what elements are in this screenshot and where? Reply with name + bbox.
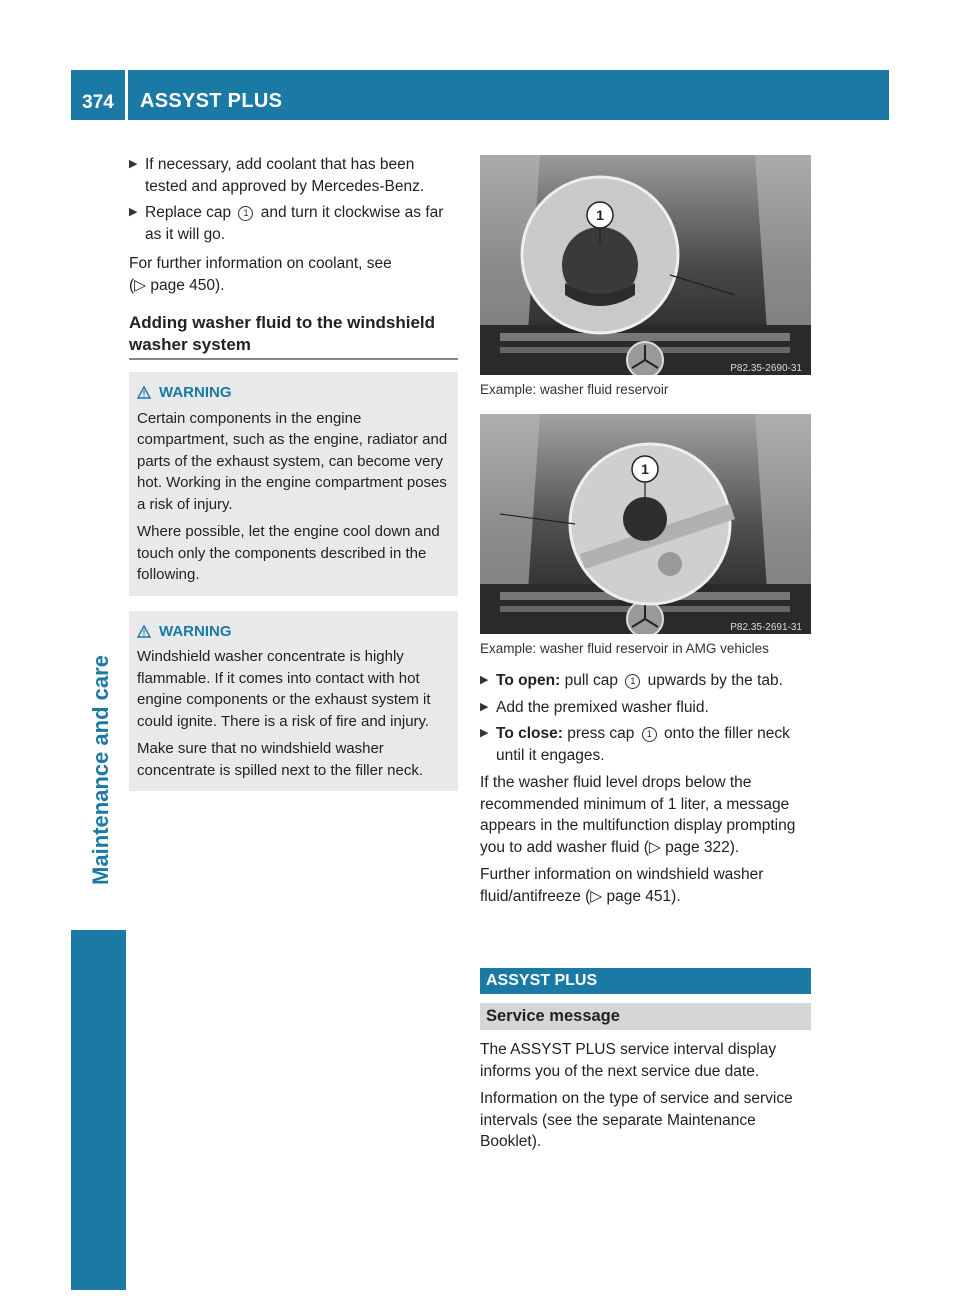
figure-caption: Example: washer fluid reservoir	[480, 382, 669, 397]
body-paragraph: The ASSYST PLUS service interval display informs you of the next service due date.	[480, 1041, 777, 1080]
instruction-step	[129, 202, 458, 245]
left-column	[129, 154, 458, 791]
section-subheading: Service message	[480, 1003, 811, 1030]
warning-text: Windshield washer concentrate is highly flammable. If it comes into contact with hot engine components or the exhaust system it could ignite. There is a risk of fire and injury.	[137, 648, 431, 730]
engine-bay-photo-amg	[480, 414, 811, 634]
photo-code: P82.35-2690-31	[730, 363, 802, 374]
warning-text: Make sure that no windshield washer concentrate is spilled next to the filler neck.	[137, 740, 423, 779]
instruction-step	[129, 154, 458, 197]
step-text: onto the filler neck until it engages.	[496, 725, 790, 764]
step-label: To close:	[496, 725, 563, 742]
level-note: If the washer fluid level drops below the recommended minimum of 1 liter, a message appears in the multifunction display prompting you to add washer fluid (▷ page 322).	[480, 774, 796, 856]
warning-text: Certain components in the engine compartment, such as the engine, radiator and parts of the exhaust system, can become very hot. Working in the engine compartment poses a risk of injury.	[137, 409, 448, 513]
engine-bay-photo	[480, 155, 811, 375]
step-text: Add the premixed washer fluid.	[496, 698, 709, 716]
step-text: If necessary, add coolant that has been tested and approved by Mercedes-Benz.	[145, 156, 425, 195]
step-text: press cap	[567, 725, 635, 742]
warning-box	[129, 611, 458, 792]
arrow-right-icon: ▶	[480, 700, 489, 713]
washer-reservoir-amg-illustration	[480, 414, 811, 634]
warning-header	[137, 382, 450, 404]
instruction-step	[480, 723, 811, 766]
section-heading: Adding washer fluid to the windshield washer system	[129, 312, 458, 360]
header-divider	[125, 70, 128, 120]
page-reference-link[interactable]: (▷ page 450).	[129, 276, 225, 294]
warning-box	[129, 372, 458, 596]
coolant-info-line1: For further information on coolant, see	[129, 255, 392, 272]
side-tab-label	[86, 640, 116, 900]
photo-callout: 1	[596, 207, 604, 223]
circled-number-icon: 1	[625, 674, 640, 689]
photo-callout: 1	[641, 461, 649, 477]
instruction-step	[480, 697, 811, 719]
antifreeze-info: Further information on windshield washer fluid/antifreeze (▷ page 451).	[480, 866, 764, 905]
side-tab-text: Maintenance and care	[88, 655, 113, 885]
side-tab-block	[71, 930, 126, 1290]
body-paragraph: Information on the type of service and service intervals (see the separate Maintenance Booklet).	[480, 1090, 793, 1150]
warning-label: WARNING	[159, 622, 232, 640]
right-text	[480, 670, 811, 913]
figure-caption: Example: washer fluid reservoir in AMG vehicles	[480, 641, 769, 656]
arrow-right-icon: ▶	[480, 727, 489, 739]
warning-label: WARNING	[159, 384, 232, 401]
step-text: upwards by the tab.	[647, 672, 783, 689]
running-header-title: ASSYST PLUS	[140, 90, 283, 112]
warning-triangle-icon	[137, 625, 151, 638]
arrow-right-icon: ▶	[129, 206, 138, 218]
step-label: To open:	[496, 672, 561, 689]
step-text: Replace cap	[145, 204, 232, 221]
arrow-right-icon: ▶	[129, 158, 138, 170]
assyst-section	[480, 968, 811, 1159]
arrow-right-icon: ▶	[480, 674, 489, 686]
circled-number-icon: 1	[238, 206, 253, 221]
photo-code: P82.35-2691-31	[730, 622, 802, 633]
page-number: 374	[82, 92, 114, 113]
figure-1	[480, 155, 811, 399]
instruction-step	[480, 670, 811, 692]
warning-header	[137, 621, 450, 643]
section-heading-blue: ASSYST PLUS	[480, 968, 811, 994]
washer-reservoir-illustration	[480, 155, 811, 375]
warning-triangle-icon	[137, 386, 151, 399]
circled-number-icon: 1	[642, 727, 657, 742]
step-text: and turn it clockwise as far as it will go.	[145, 204, 444, 243]
figure-2	[480, 414, 811, 658]
step-text: pull cap	[564, 672, 619, 689]
warning-text: Where possible, let the engine cool down and touch only the components described in the following.	[137, 523, 440, 583]
coolant-info	[129, 253, 458, 296]
